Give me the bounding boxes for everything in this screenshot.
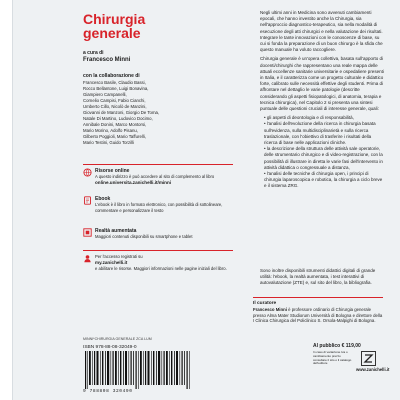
list-item: • l'analisi delle tecniche di chirurgia open, i principi di chirurgia laparoscopica e robotica, la chirurgia a ciclo breve e il sistema ZRG. bbox=[264, 171, 384, 190]
curator-section bbox=[253, 297, 383, 324]
feature-title: Risorse online bbox=[95, 168, 130, 174]
collaborator-line: Mario Morino, Adolfo Pisanu, bbox=[83, 128, 138, 133]
list-item: • la descrizione della struttura delle attività sale operatorie, delle strumentario chirurgico e di video-registrazione, con la possibilità di illustrare in diretta le varie fasi dell'intervento in attività didattica o congressuale a distanza, bbox=[264, 146, 384, 171]
collaborator-line: Francesco Basile, Claudio Bassi, bbox=[83, 80, 146, 85]
collaborator-line: Gilberto Poggioli, Mario Taffurelli, bbox=[83, 134, 146, 139]
curator-bio: è professore ordinario di Chirurgia generale presso Alma Mater Studiorum Università di Bologna e direttore della I Clinica Chirurgica del Policlinico S. Orsola-Malpighi di Bologna. bbox=[253, 307, 383, 324]
collaborator-line: Annibale Donini, Marco Montorsi, bbox=[83, 122, 147, 127]
myzanichelli-link[interactable]: my.zanichelli.it bbox=[95, 259, 128, 265]
collaborator-line: Cornelio Campisi, Fabio Cianchi, bbox=[83, 98, 146, 103]
collaboration-heading: con la collaborazione di bbox=[83, 73, 140, 79]
edition-code: MINNI*CHIRURGIA GENERALE ZCA LUM bbox=[83, 337, 152, 341]
description-body: Chirurgia generale è un'opera collettiva, basata sull'apporto di docenti/chirurghi che rappresentano una reale mappa delle attuali eccellenze sanitarie universitarie e ospedaliere presenti in Italia, e il caratterizza come un progetto culturale e didattico forte, calibrato sulle necessità effettive degli studenti. Prima di affrontare nel dettaglio le varie patologie (descritte considerando gli aspetti fisiopatologici, di anatomia, terapia e tecnica chirurgica), nel Capitolo 2 si presenta una sintesi puntuale delle questioni cruciali di interesse generale, quali: bbox=[260, 56, 384, 112]
online-icon bbox=[83, 168, 92, 177]
section-divider bbox=[83, 250, 233, 251]
description-closing: Sono inoltre disponibili strumenti didattici digitali di grande utilità: l'ebook, la realtà aumentata, i test interattivi di autovalutazione (ZTE) e, sul sito del libro, la bibliografia. bbox=[260, 268, 376, 286]
price: Al pubblico € 119,00 bbox=[313, 343, 361, 349]
collaborator-line: Giampiero Campanelli, bbox=[83, 92, 127, 97]
curator-name: Francesco Minni bbox=[253, 307, 287, 312]
list-item: • gli aspetti di deontologia e di responsabilità, bbox=[264, 115, 384, 121]
feature-title: Realtà aumentata bbox=[95, 228, 137, 234]
feature-text: Maggiori contenuti disponibili su smartphone e tablet bbox=[95, 234, 193, 239]
feature-title: Ebook bbox=[95, 196, 111, 202]
collaborators-list bbox=[83, 80, 193, 146]
book-title bbox=[83, 12, 145, 40]
feature-text: L'ebook è il libro in formato elettronico, con possibilità di sottolineare, commentare e personalizzare il testo bbox=[95, 202, 223, 213]
list-item: • l'analisi dell'evoluzione della ricerca in chirurgia basata sull'evidenza, sulla multidisciplinarietà e sulla ricerca traslazionale, con l'obiettivo di trasferire i risultati della ricerca di base nelle applicazioni cliniche. bbox=[264, 121, 384, 146]
curator-heading: Il curatore bbox=[253, 301, 277, 306]
price-box bbox=[313, 343, 390, 372]
feature-augmented-reality bbox=[83, 228, 248, 244]
feature-ebook bbox=[83, 196, 248, 218]
ebook-icon bbox=[83, 196, 92, 205]
barcode-digits: 9 788808 320490 bbox=[83, 389, 133, 394]
ar-icon bbox=[83, 228, 92, 237]
myz-icon bbox=[83, 254, 92, 263]
feature-online-resources bbox=[83, 168, 248, 190]
collaborator-line: Giovanni de Manzoni, Giorgio De Toma, bbox=[83, 110, 160, 115]
collaborator-line: Rocco Bellantone, Luigi Bonavina, bbox=[83, 86, 149, 91]
collaborator-line: Natale Di Martino, Ludovico Docimo, bbox=[83, 116, 153, 121]
price-note: In caso di variazione Iva o cambiamento prezzo consultare il sito o il catalogo dell'editore bbox=[313, 350, 352, 366]
online-resources-link[interactable]: online.universita.zanichelli.it/minni bbox=[95, 179, 172, 185]
title-line-2: generale bbox=[83, 25, 141, 41]
editor-name: Francesco Minni bbox=[83, 57, 131, 63]
title-line-1: Chirurgia bbox=[83, 11, 146, 27]
publisher-website[interactable]: www.zanichelli.it bbox=[356, 367, 390, 372]
section-divider bbox=[83, 164, 233, 165]
barcode bbox=[83, 351, 193, 389]
editors-by-label: a cura di bbox=[83, 50, 104, 56]
feature-text: A questo indirizzo è può accedere al sito di complemento al libro bbox=[95, 174, 215, 179]
isbn: ISBN 978-88-08-32049-0 bbox=[83, 345, 137, 350]
collaborator-line: Mario Testini, Guido Torzilli bbox=[83, 140, 134, 145]
feature-text: Per l'accesso registrati su bbox=[95, 254, 143, 259]
description-intro: Negli ultimi anni in Medicina sono avvenuti cambiamenti epocali, che hanno investito anche la Chirurgia, sia nell'approccio diagnostico-terapeutico, sia nella modalità di esecuzione degli atti chirurgici e nella valutazione dei risultati. Integrare le tante innovazioni con le conoscenze di base, su cui si fonda la preparazione di un buon chirurgo è la sfida che questo manuale ha voluto raccogliere. bbox=[260, 10, 383, 53]
book-description bbox=[260, 10, 384, 190]
publisher-logo-icon bbox=[361, 351, 376, 366]
collaborator-line: Umberto Cillo, Nicolò de Manzini, bbox=[83, 104, 147, 109]
feature-myzanichelli bbox=[83, 254, 248, 280]
feature-text: e abilitare le risorse. Maggiori informazioni nelle pagine iniziali del libro. bbox=[95, 265, 227, 271]
description-bullets bbox=[260, 115, 384, 189]
